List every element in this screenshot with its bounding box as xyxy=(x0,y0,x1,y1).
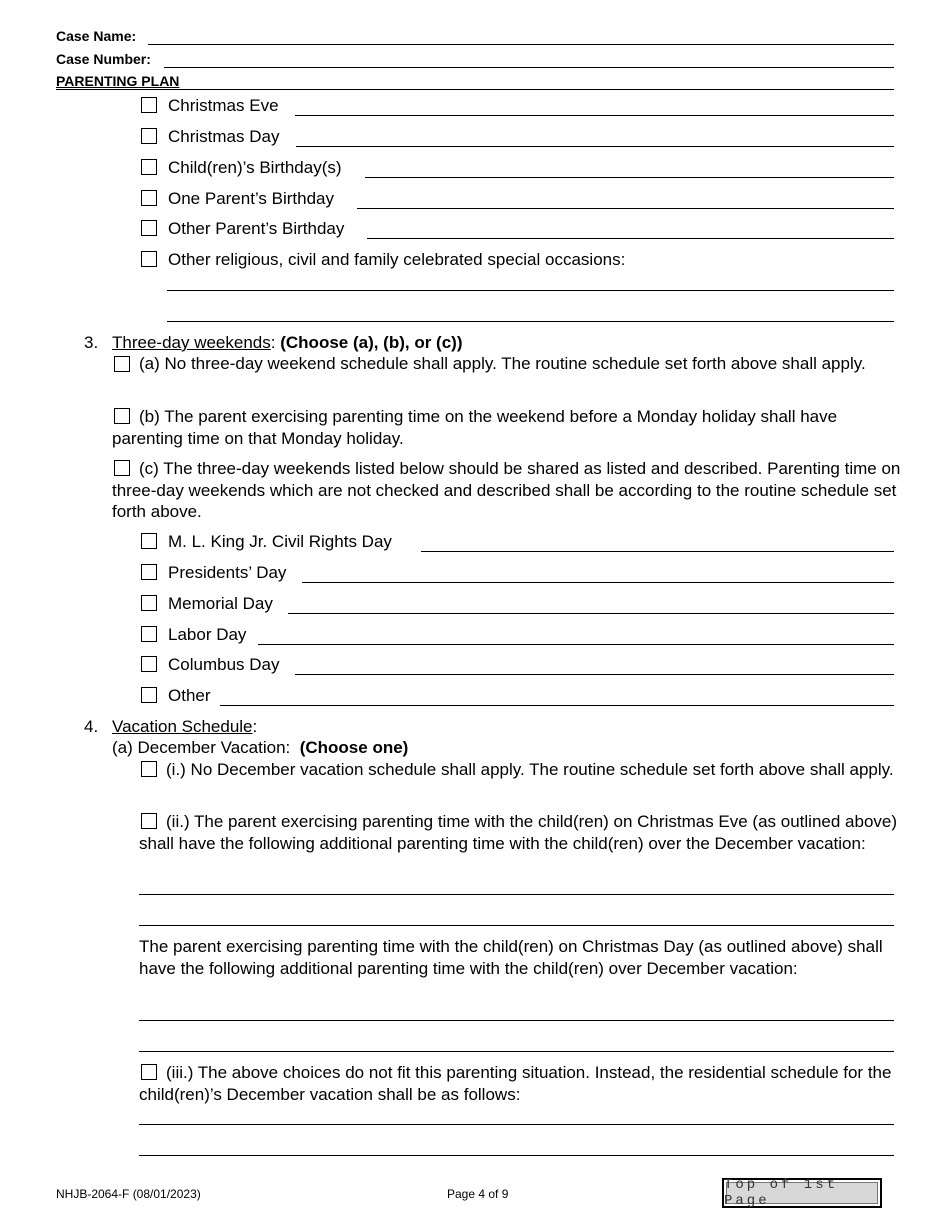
form-id: NHJB-2064-F (08/01/2023) xyxy=(56,1187,201,1201)
case-name-label: Case Name: xyxy=(56,28,137,44)
checkbox-one-parent-birthday[interactable] xyxy=(141,190,157,206)
holiday-label: Other religious, civil and family celebrated special occasions: xyxy=(168,250,626,269)
holiday-label: Other Parent’s Birthday xyxy=(168,219,345,238)
section-3-colon: : xyxy=(270,333,276,352)
december-vacation-label: (a) December Vacation: xyxy=(112,738,291,757)
option-4a-ii-text: (ii.) The parent exercising parenting time with the child(ren) on Christmas Eve (as outlined above) shall have the following additional parenting time with the child(ren) over the December vacation: xyxy=(139,812,898,853)
weekend-label: Columbus Day xyxy=(168,655,280,674)
holiday-label: One Parent’s Birthday xyxy=(168,189,334,208)
case-number-field[interactable] xyxy=(164,67,894,68)
checkbox-christmas-eve[interactable] xyxy=(141,97,157,113)
section-3-instruction: (Choose (a), (b), or (c)) xyxy=(280,333,463,352)
checkbox-childrens-birthday[interactable] xyxy=(141,159,157,175)
weekend-label: Other xyxy=(168,686,211,705)
section-3-number: 3. xyxy=(84,333,99,352)
option-3a-text: (a) No three-day weekend schedule shall apply. The routine schedule set forth above shall apply. xyxy=(139,354,866,373)
weekend-label: Labor Day xyxy=(168,625,247,644)
section-4-title: Vacation Schedule xyxy=(112,717,253,736)
option-4a-iii-text: (iii.) The above choices do not fit this parenting situation. Instead, the residential schedule for the child(ren)’s December vacation shall be as follows: xyxy=(139,1063,892,1104)
christmas-day-vacation-line-2[interactable] xyxy=(139,1051,894,1052)
checkbox-other-parent-birthday[interactable] xyxy=(141,220,157,236)
other-parent-birthday-field[interactable] xyxy=(367,238,894,239)
option-4a-i-text: (i.) No December vacation schedule shall apply. The routine schedule set forth above shall apply. xyxy=(166,760,894,779)
memorial-day-field[interactable] xyxy=(288,613,894,614)
weekend-label: Memorial Day xyxy=(168,594,273,613)
checkbox-other-weekend[interactable] xyxy=(141,687,157,703)
christmas-day-vacation-text: The parent exercising parenting time with the child(ren) on Christmas Day (as outlined above) shall have the following additional parenting time with the child(ren) over December vacation: xyxy=(139,937,883,978)
christmas-eve-field[interactable] xyxy=(295,115,894,116)
section-4-number: 4. xyxy=(84,717,99,736)
checkbox-mlk-day[interactable] xyxy=(141,533,157,549)
option-3b-text: (b) The parent exercising parenting time on the weekend before a Monday holiday shall have parenting time on that Monday holiday. xyxy=(112,407,838,448)
option-3c-text: (c) The three-day weekends listed below should be shared as listed and described. Parenting time on three-day weekends which are not checked and described shall be according to the routine schedule set forth above. xyxy=(112,459,901,521)
weekend-label: M. L. King Jr. Civil Rights Day xyxy=(168,532,392,551)
form-title: PARENTING PLAN xyxy=(56,73,180,89)
other-occasions-line-2[interactable] xyxy=(167,321,894,322)
december-schedule-line-2[interactable] xyxy=(139,1155,894,1156)
checkbox-labor-day[interactable] xyxy=(141,626,157,642)
december-schedule-line-1[interactable] xyxy=(139,1124,894,1125)
other-occasions-line-1[interactable] xyxy=(167,290,894,291)
christmas-eve-vacation-line-1[interactable] xyxy=(139,894,894,895)
presidents-day-field[interactable] xyxy=(302,582,894,583)
checkbox-columbus-day[interactable] xyxy=(141,656,157,672)
december-vacation-instruction: (Choose one) xyxy=(299,738,409,757)
christmas-day-field[interactable] xyxy=(296,146,894,147)
one-parent-birthday-field[interactable] xyxy=(357,208,894,209)
other-weekend-field[interactable] xyxy=(220,705,894,706)
top-of-first-page-button[interactable]: Top of 1st Page xyxy=(722,1178,882,1208)
columbus-day-field[interactable] xyxy=(295,674,894,675)
checkbox-presidents-day[interactable] xyxy=(141,564,157,580)
section-4-colon: : xyxy=(252,717,258,736)
section-3-title: Three-day weekends xyxy=(112,333,271,352)
section-4-heading xyxy=(112,716,257,738)
christmas-day-vacation-line-1[interactable] xyxy=(139,1020,894,1021)
header-divider xyxy=(56,89,894,90)
holiday-label: Child(ren)’s Birthday(s) xyxy=(168,158,342,177)
section-3-heading xyxy=(112,332,463,354)
holiday-label: Christmas Eve xyxy=(168,96,279,115)
december-vacation-heading xyxy=(112,737,408,759)
page-number: Page 4 of 9 xyxy=(447,1187,509,1201)
childrens-birthday-field[interactable] xyxy=(365,177,894,178)
checkbox-memorial-day[interactable] xyxy=(141,595,157,611)
checkbox-christmas-day[interactable] xyxy=(141,128,157,144)
holiday-label: Christmas Day xyxy=(168,127,280,146)
case-number-label: Case Number: xyxy=(56,51,151,67)
labor-day-field[interactable] xyxy=(258,644,894,645)
christmas-eve-vacation-line-2[interactable] xyxy=(139,925,894,926)
checkbox-other-occasions[interactable] xyxy=(141,251,157,267)
case-name-field[interactable] xyxy=(148,44,894,45)
mlk-day-field[interactable] xyxy=(421,551,894,552)
weekend-label: Presidents’ Day xyxy=(168,563,287,582)
